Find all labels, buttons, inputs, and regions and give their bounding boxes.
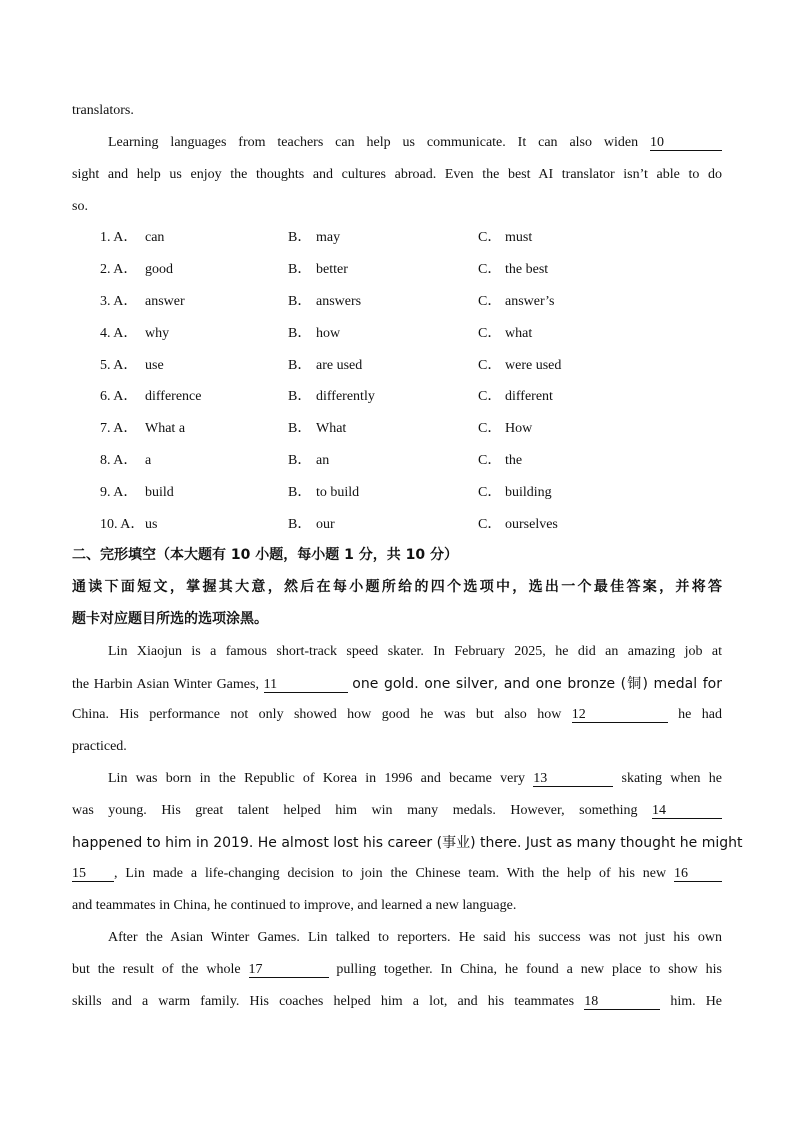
- option-c-label: C．: [478, 326, 502, 341]
- option-c-label: C．: [478, 389, 502, 404]
- option-c[interactable]: building: [505, 485, 552, 500]
- option-b[interactable]: our: [316, 517, 335, 532]
- section-instructions: [72, 578, 722, 596]
- option-c-label: C．: [478, 294, 502, 309]
- option-a[interactable]: why: [145, 326, 170, 341]
- text: practiced.: [72, 739, 127, 754]
- option-a-label: 4. A．: [100, 326, 138, 341]
- option-b[interactable]: to build: [316, 485, 360, 500]
- option-a-label: 2. A．: [100, 262, 138, 277]
- option-a[interactable]: use: [145, 358, 164, 373]
- option-c[interactable]: How: [505, 421, 533, 436]
- option-b-label: B．: [288, 326, 312, 341]
- passage-line: [108, 929, 722, 947]
- option-b-label: B．: [288, 421, 312, 436]
- option-b-label: B．: [288, 453, 312, 468]
- passage-line: [72, 961, 722, 979]
- option-c[interactable]: ourselves: [505, 517, 558, 532]
- option-b[interactable]: differently: [316, 389, 375, 404]
- blank-17[interactable]: 17: [249, 962, 329, 978]
- option-a-label: 6. A．: [100, 389, 138, 404]
- passage-line: [72, 802, 722, 820]
- passage-line: [72, 865, 722, 883]
- option-a[interactable]: can: [145, 230, 165, 245]
- option-b[interactable]: better: [316, 262, 348, 277]
- text: one gold. one silver, and one bronze (铜) medal for: [352, 676, 723, 692]
- option-b[interactable]: answers: [316, 294, 362, 309]
- passage-line: [72, 738, 722, 756]
- option-c-label: C．: [478, 421, 502, 436]
- text: Lin Xiaojun is a famous short-track speed skater. In February 2025, he did an amazing job at: [108, 644, 722, 659]
- option-c[interactable]: the best: [505, 262, 549, 277]
- option-c[interactable]: different: [505, 389, 553, 404]
- blank-14[interactable]: 14: [652, 803, 722, 819]
- text: China. His performance not only showed how good he was but also how: [72, 707, 562, 722]
- passage-line: [72, 198, 722, 216]
- section-heading: [72, 546, 722, 564]
- blank-18[interactable]: 18: [584, 994, 660, 1010]
- option-c-label: C．: [478, 358, 502, 373]
- text: the Harbin Asian Winter Games,: [72, 677, 259, 692]
- option-c-label: C．: [478, 230, 502, 245]
- option-b[interactable]: What: [316, 421, 347, 436]
- option-c[interactable]: what: [505, 326, 533, 341]
- option-b-label: B．: [288, 230, 312, 245]
- text: pulling together. In China, he found a new place to show his: [336, 962, 722, 977]
- passage-line: [72, 166, 722, 184]
- text: he had: [678, 707, 722, 722]
- passage-line: [108, 643, 722, 661]
- option-b-label: B．: [288, 389, 312, 404]
- option-a[interactable]: us: [145, 517, 158, 532]
- passage-line: [72, 993, 722, 1011]
- option-a-label: 1. A．: [100, 230, 138, 245]
- option-a-label: 5. A．: [100, 358, 138, 373]
- text: sight and help us enjoy the thoughts and cultures abroad. Even the best AI translator isn’t able to do: [72, 167, 722, 182]
- option-b[interactable]: may: [316, 230, 341, 245]
- option-a[interactable]: a: [145, 453, 152, 468]
- option-c[interactable]: must: [505, 230, 533, 245]
- section-title: 二、完形填空（本大题有 10 小题，每小题 1 分，共 10 分）: [72, 547, 458, 563]
- text: Learning languages from teachers can help us communicate. It can also widen: [108, 135, 639, 150]
- option-c-label: C．: [478, 453, 502, 468]
- option-a[interactable]: build: [145, 485, 174, 500]
- option-c-label: C．: [478, 485, 502, 500]
- instruction-text: 通读下面短文，掌握其大意，然后在每小题所给的四个选项中，选出一个最佳答案，并将答: [72, 579, 722, 595]
- option-a-label: 10. A．: [100, 517, 145, 532]
- option-c-label: C．: [478, 517, 502, 532]
- passage-line: [108, 134, 722, 152]
- option-c[interactable]: were used: [505, 358, 562, 373]
- passage-line: [72, 834, 743, 853]
- blank-11[interactable]: 11: [264, 677, 348, 693]
- text: was young. His great talent helped him win many medals. However, something: [72, 803, 638, 818]
- text: translators.: [72, 103, 134, 118]
- text: skating when he: [621, 771, 722, 786]
- section-instructions: [72, 610, 722, 628]
- option-a-label: 3. A．: [100, 294, 138, 309]
- option-a-label: 9. A．: [100, 485, 138, 500]
- text: Lin was born in the Republic of Korea in 1996 and became very: [108, 771, 526, 786]
- option-b-label: B．: [288, 294, 312, 309]
- passage-line: [72, 706, 722, 724]
- instruction-text: 题卡对应题目所选的选项涂黑。: [72, 611, 268, 627]
- text: happened to him in 2019. He almost lost his career (事业) there. Just as many thought he might: [72, 835, 743, 851]
- text: so.: [72, 199, 88, 214]
- text: skills and a warm family. His coaches helped him a lot, and his teammates: [72, 994, 575, 1009]
- text: , Lin made a life-changing decision to join the Chinese team. With the help of his new: [114, 866, 667, 881]
- passage-line: [72, 102, 722, 120]
- option-a[interactable]: difference: [145, 389, 202, 404]
- passage-line: [72, 675, 722, 694]
- option-a[interactable]: good: [145, 262, 173, 277]
- blank-10[interactable]: 10: [650, 135, 722, 151]
- option-b[interactable]: are used: [316, 358, 363, 373]
- blank-12[interactable]: 12: [572, 707, 668, 723]
- option-b-label: B．: [288, 517, 312, 532]
- text: After the Asian Winter Games. Lin talked to reporters. He said his success was not just his own: [108, 930, 722, 945]
- blank-13[interactable]: 13: [533, 771, 613, 787]
- option-c[interactable]: the: [505, 453, 523, 468]
- option-b[interactable]: an: [316, 453, 330, 468]
- option-c[interactable]: answer’s: [505, 294, 555, 309]
- option-a[interactable]: answer: [145, 294, 185, 309]
- text: and teammates in China, he continued to improve, and learned a new language.: [72, 898, 517, 913]
- option-b-label: B．: [288, 262, 312, 277]
- option-a[interactable]: What a: [145, 421, 186, 436]
- option-c-label: C．: [478, 262, 502, 277]
- blank-16[interactable]: 16: [674, 866, 722, 882]
- option-a-label: 7. A．: [100, 421, 138, 436]
- option-b-label: B．: [288, 485, 312, 500]
- option-a-label: 8. A．: [100, 453, 138, 468]
- text: but the result of the whole: [72, 962, 241, 977]
- option-b[interactable]: how: [316, 326, 341, 341]
- text: him. He: [670, 994, 723, 1009]
- passage-line: [108, 770, 722, 788]
- blank-15[interactable]: 15: [72, 866, 114, 882]
- passage-line: [72, 897, 722, 915]
- option-b-label: B．: [288, 358, 312, 373]
